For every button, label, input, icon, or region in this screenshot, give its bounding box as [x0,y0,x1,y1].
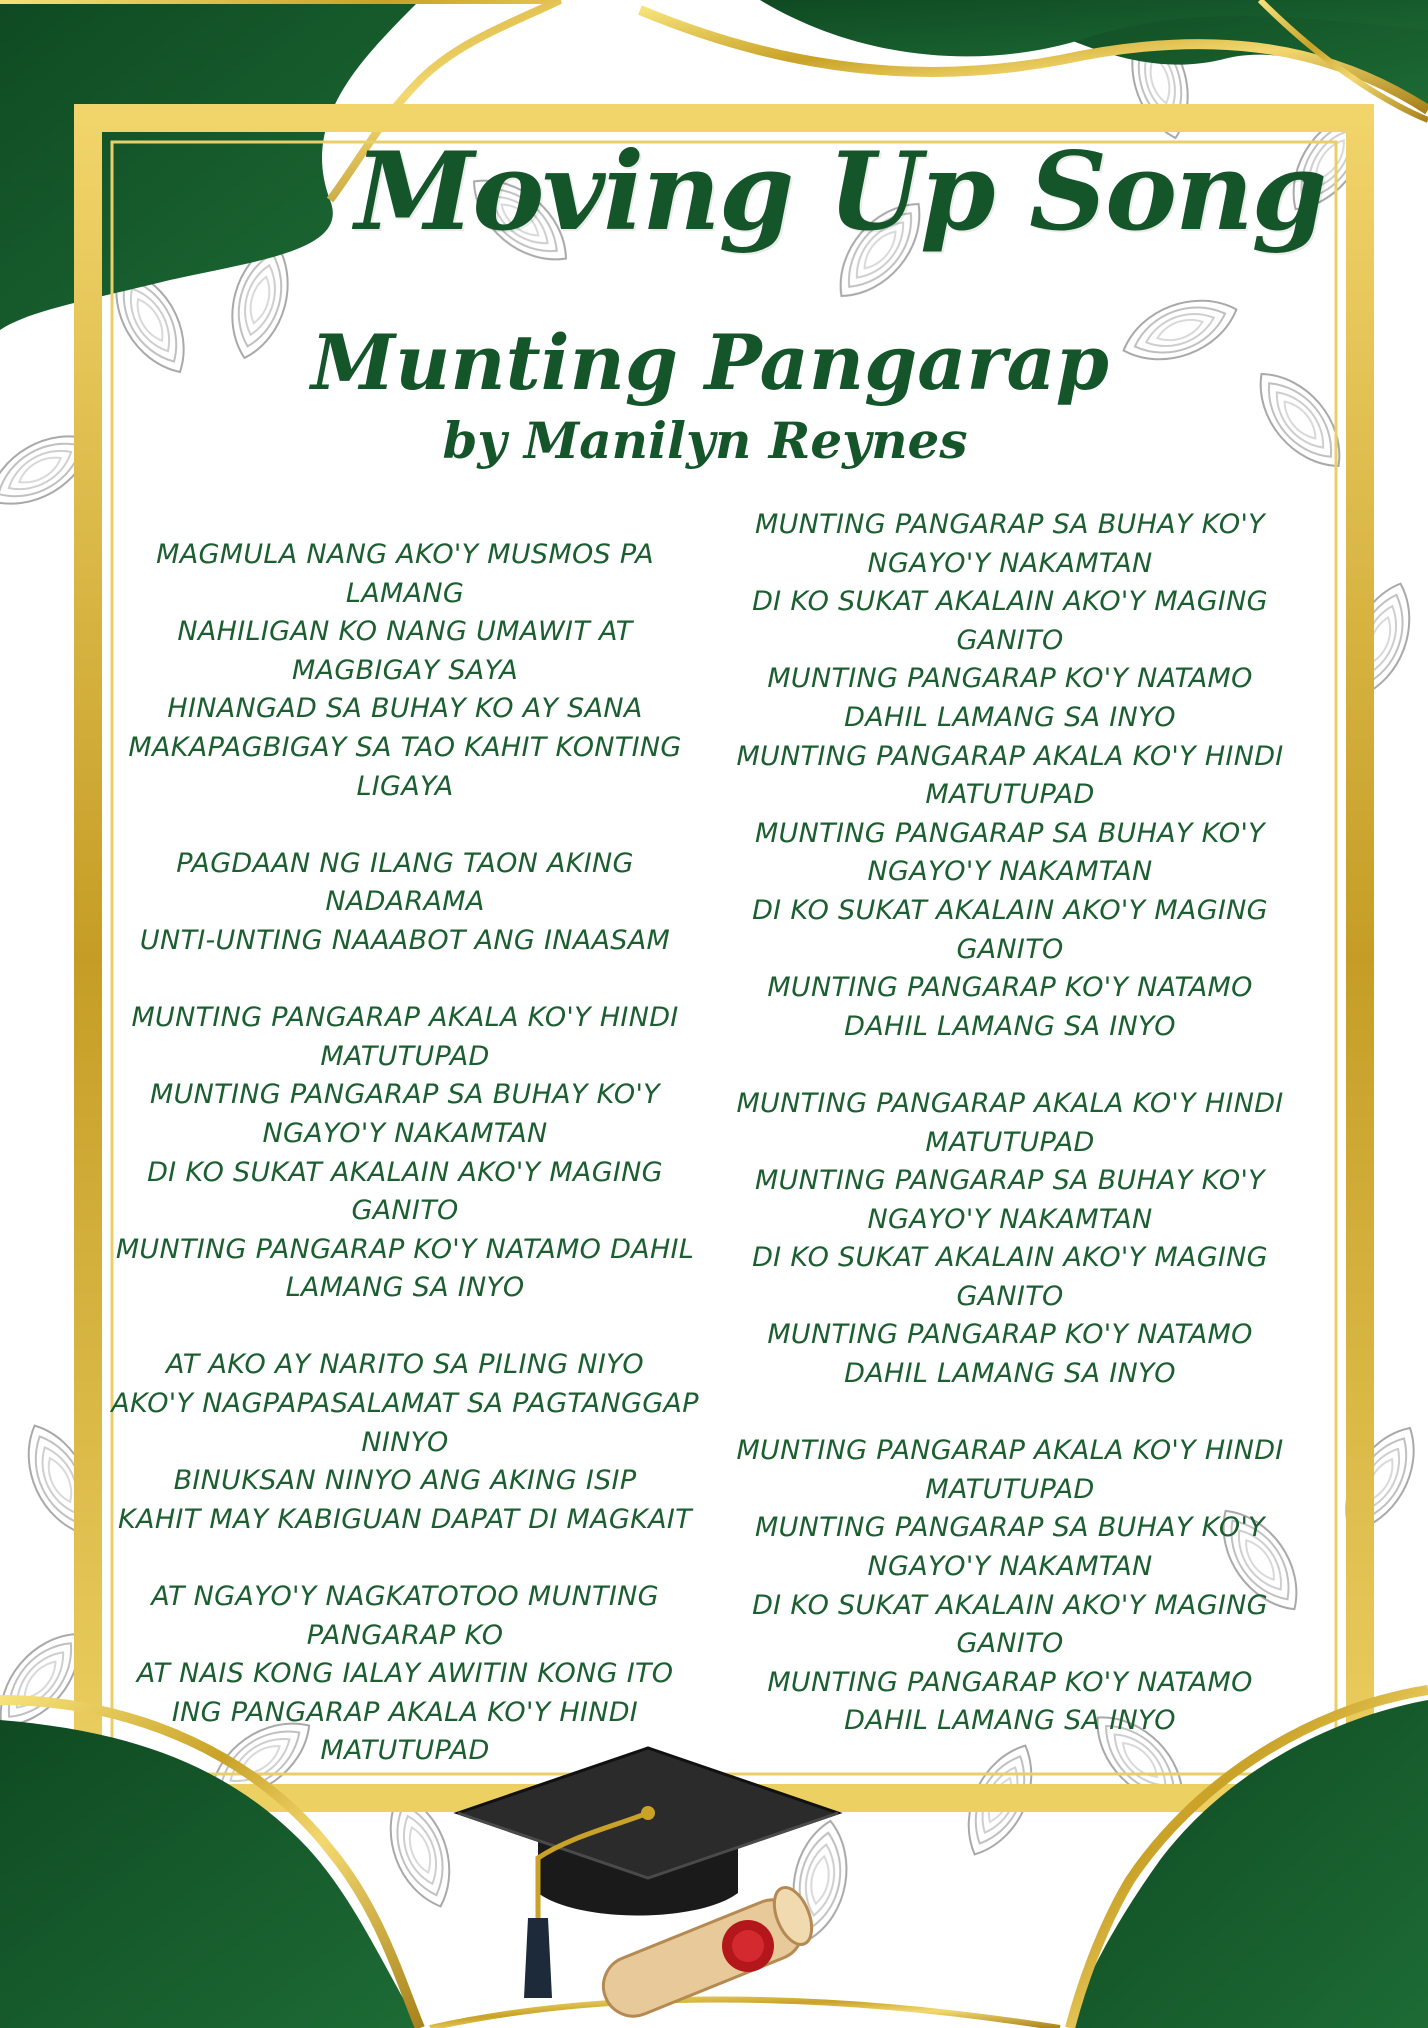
lyric-line: MUNTING PANGARAP AKALA KO'Y HINDI [736,740,1284,772]
stanza-break [715,1394,1305,1433]
stanza-break [110,961,700,1000]
lyrics-left-column [110,536,700,1771]
lyric-line: MAKAPAGBIGAY SA TAO KAHIT KONTING [128,731,682,763]
lyric-line: GANITO [956,1280,1064,1312]
lyric-line: DI KO SUKAT AKALAIN AKO'Y MAGING [752,586,1268,618]
lyric-line: MATUTUPAD [925,779,1095,811]
lyric-line: MUNTING PANGARAP KO'Y NATAMO [767,663,1253,695]
lyric-line: NGAYO'Y NAKAMTAN [867,1551,1153,1583]
lyric-line: MUNTING PANGARAP KO'Y NATAMO [767,1666,1253,1698]
lyric-line: NAHILIGAN KO NANG UMAWIT AT [177,616,633,648]
lyric-line: MATUTUPAD [320,1735,490,1767]
lyric-line: DAHIL LAMANG SA INYO [844,1358,1176,1390]
lyric-line: GANITO [351,1195,459,1227]
lyric-line: AT AKO AY NARITO SA PILING NIYO [165,1349,644,1381]
stanza-break [110,1539,700,1578]
lyric-line: MUNTING PANGARAP SA BUHAY KO'Y [755,817,1265,849]
song-byline: by Manilyn Reynes [442,411,968,470]
lyric-line: GANITO [956,1628,1064,1660]
lyric-line: DAHIL LAMANG SA INYO [844,1705,1176,1737]
poster-title: Moving Up Song [354,129,1326,255]
lyric-line: ING PANGARAP AKALA KO'Y HINDI [171,1696,639,1728]
lyric-line: BINUKSAN NINYO ANG AKING ISIP [173,1465,637,1497]
stanza-break [110,806,700,845]
lyric-line: LAMANG [345,577,465,609]
lyric-line: NGAYO'Y NAKAMTAN [262,1117,548,1149]
lyric-line: MUNTING PANGARAP SA BUHAY KO'Y [755,1165,1265,1197]
lyric-line: MUNTING PANGARAP SA BUHAY KO'Y [755,509,1265,540]
lyric-line: MUNTING PANGARAP SA BUHAY KO'Y [755,1512,1265,1544]
lyric-line: DI KO SUKAT AKALAIN AKO'Y MAGING [147,1156,663,1188]
lyric-line: AT NAIS KONG IALAY AWITIN KONG ITO [136,1658,674,1690]
lyric-line: NGAYO'Y NAKAMTAN [867,1203,1153,1235]
lyric-line: DAHIL LAMANG SA INYO [844,701,1176,733]
lyric-line: PANGARAP KO [306,1619,504,1651]
lyric-line: DI KO SUKAT AKALAIN AKO'Y MAGING [752,1589,1268,1621]
lyric-line: MUNTING PANGARAP SA BUHAY KO'Y [150,1079,660,1111]
lyric-line: MATUTUPAD [925,1126,1095,1158]
lyric-line: NGAYO'Y NAKAMTAN [867,856,1153,888]
lyric-line: LAMANG SA INYO [285,1272,525,1304]
lyric-line: UNTI-UNTING NAAABOT ANG INAASAM [139,924,671,956]
lyric-line: MUNTING PANGARAP AKALA KO'Y HINDI [736,1435,1284,1467]
lyric-line: MAGMULA NANG AKO'Y MUSMOS PA [156,539,654,570]
lyric-line: PAGDAAN NG ILANG TAON AKING [176,847,634,879]
lyric-line: MATUTUPAD [320,1040,490,1072]
lyric-line: GANITO [956,933,1064,965]
lyric-line: HINANGAD SA BUHAY KO AY SANA [167,693,643,725]
song-title: Munting Pangarap [311,318,1109,407]
lyric-line: MUNTING PANGARAP KO'Y NATAMO [767,1319,1253,1351]
stanza-break [715,1046,1305,1085]
lyric-line: MUNTING PANGARAP AKALA KO'Y HINDI [736,1087,1284,1119]
stanza-break [110,1308,700,1347]
lyric-line: DI KO SUKAT AKALAIN AKO'Y MAGING [752,1242,1268,1274]
lyric-line: LIGAYA [356,770,454,802]
lyrics-right-column [715,506,1305,1741]
lyric-line: NADARAMA [325,886,485,918]
lyric-line: AKO'Y NAGPAPASALAMAT SA PAGTANGGAP [111,1388,699,1420]
lyric-line: GANITO [956,624,1064,656]
lyric-line: MUNTING PANGARAP AKALA KO'Y HINDI [131,1002,679,1034]
lyric-line: MUNTING PANGARAP KO'Y NATAMO DAHIL [115,1233,695,1265]
lyric-line: MATUTUPAD [925,1473,1095,1505]
lyric-line: NINYO [361,1426,449,1458]
lyric-line: AT NGAYO'Y NAGKATOTOO MUNTING [151,1581,659,1613]
lyric-line: MAGBIGAY SAYA [291,654,519,686]
lyric-line: DAHIL LAMANG SA INYO [844,1010,1176,1042]
lyric-line: MUNTING PANGARAP KO'Y NATAMO [767,972,1253,1004]
lyric-line: KAHIT MAY KABIGUAN DAPAT DI MAGKAIT [118,1503,692,1535]
lyric-line: DI KO SUKAT AKALAIN AKO'Y MAGING [752,894,1268,926]
lyric-line: NGAYO'Y NAKAMTAN [867,547,1153,579]
